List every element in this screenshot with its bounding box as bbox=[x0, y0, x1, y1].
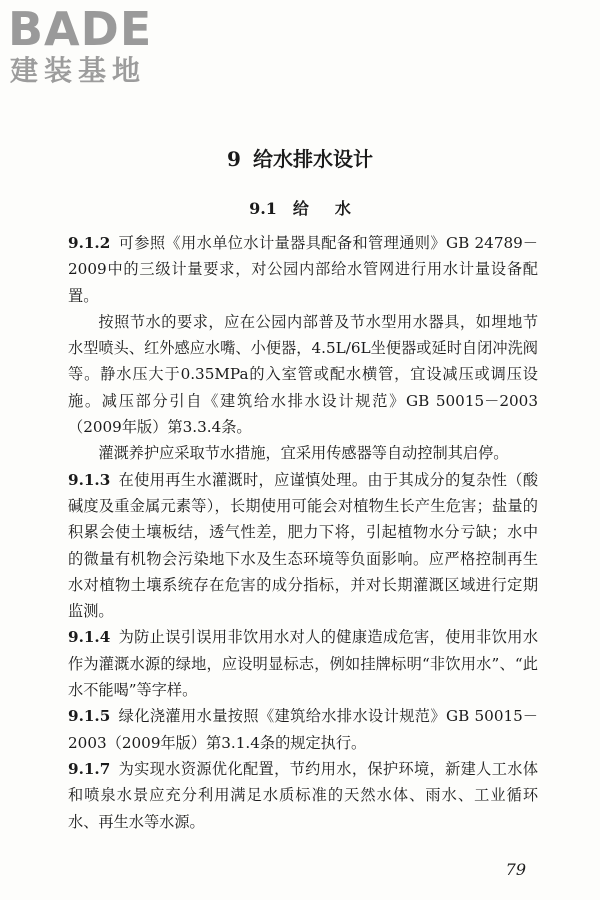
chapter-title: 给水排水设计 bbox=[252, 147, 373, 171]
clause-text: 绿化浇灌用水量按照《建筑给水排水设计规范》GB 50015－2003（2009年版）第3.1.4条的规定执行。 bbox=[68, 707, 538, 752]
clause-9-1-5 bbox=[68, 703, 538, 756]
clause-number: 9.1.5 bbox=[68, 707, 111, 726]
clause-number: 9.1.3 bbox=[68, 470, 111, 489]
clause-9-1-4 bbox=[68, 624, 538, 703]
section-title-part2: 水 bbox=[334, 199, 351, 218]
page-number: 79 bbox=[505, 860, 526, 879]
clause-text: 在使用再生水灌溉时，应谨慎处理。由于其成分的复杂性（酸碱度及重金属元素等），长期使用可能会对植物生长产生危害；盐量的积累会使土壤板结，透气性差，肥力下将，引起植物水分亏缺；水中的微量有机物会污染地下水及生态环境等负面影响。应严格控制再生水对植物土壤系统存在危害的成分指标，并对长期灌溉区域进行定期监测。 bbox=[68, 470, 538, 621]
clause-paragraph: 灌溉养护应采取节水措施，宜采用传感器等自动控制其启停。 bbox=[98, 444, 509, 463]
clause-text: 为防止误引误用非饮用水对人的健康造成危害，使用非饮用水作为灌溉水源的绿地，应设明显标志，例如挂牌标明“非饮用水”、“此水不能喝”等字样。 bbox=[68, 628, 538, 700]
clause-9-1-3 bbox=[68, 467, 538, 625]
chapter-heading bbox=[0, 143, 600, 172]
clause-number: 9.1.4 bbox=[68, 628, 111, 647]
body-text bbox=[68, 230, 538, 835]
clause-text: 可参照《用水单位水计量器具配备和管理通则》GB 24789－2009中的三级计量要求，对公园内部给水管网进行用水计量设备配置。 bbox=[68, 234, 538, 305]
clause-9-1-2 bbox=[68, 230, 538, 309]
logo-subtitle: 建装基地 bbox=[10, 54, 147, 87]
clause-paragraph: 按照节水的要求，应在公园内部普及节水型用水器具，如埋地节水型喷头、红外感应水嘴、小便器，4.5L/6L坐便器或延时自闭冲洗阀等。静水压大于0.35MPa的入室管或配水横管，宜设减压或调压设施。减压部分引自《建筑给水排水设计规范》GB 50015－2003（2009年版）第3.3.4条。 bbox=[68, 312, 538, 437]
bade-logo bbox=[8, 4, 178, 90]
chapter-number: 9 bbox=[227, 147, 241, 171]
section-number: 9.1 bbox=[249, 199, 277, 218]
section-heading bbox=[0, 196, 600, 219]
logo-wordmark: BADE bbox=[8, 2, 153, 56]
clause-text: 为实现水资源优化配置，节约用水，保护环境，新建人工水体和喷泉水景应充分利用满足水质标准的天然水体、雨水、工业循环水、再生水等水源。 bbox=[68, 759, 538, 831]
section-title-part1: 给 bbox=[292, 199, 309, 218]
clause-number: 9.1.7 bbox=[68, 759, 111, 778]
clause-9-1-7 bbox=[68, 756, 538, 835]
clause-number: 9.1.2 bbox=[68, 234, 111, 252]
